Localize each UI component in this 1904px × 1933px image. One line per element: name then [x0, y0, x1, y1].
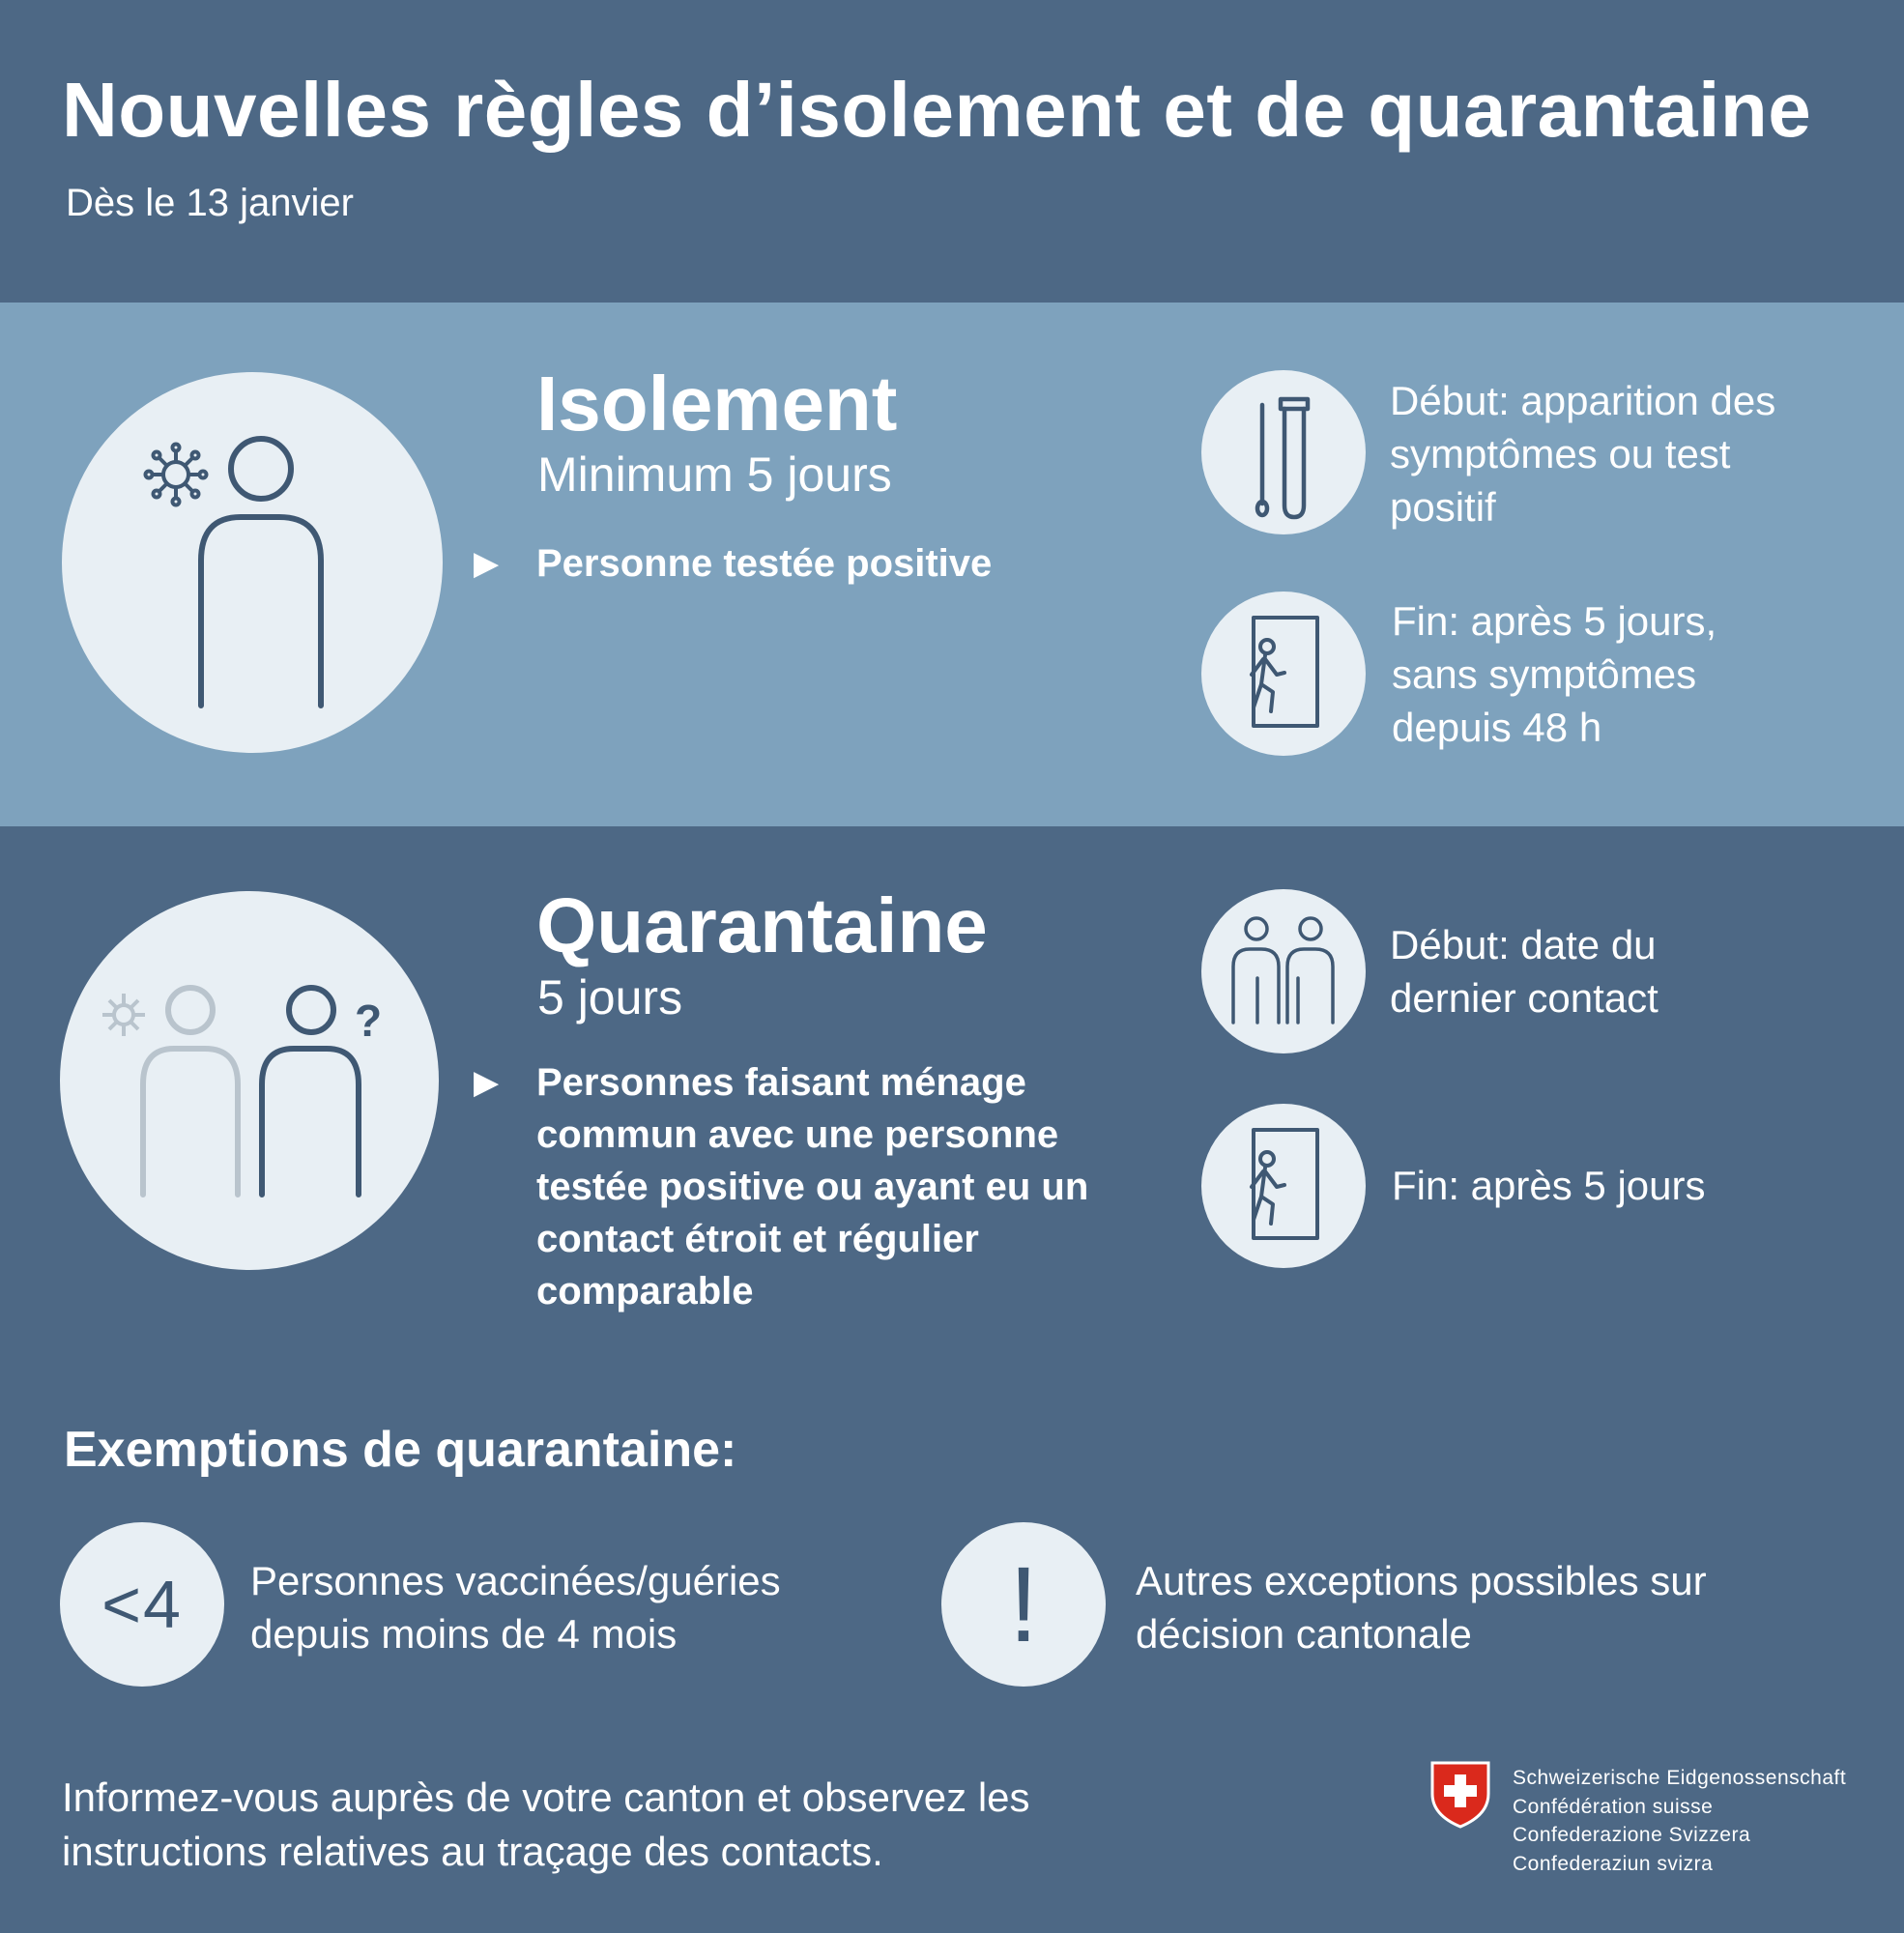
exemptions-heading: Exemptions de quarantaine:	[64, 1422, 737, 1478]
quarantine-start-icon	[1201, 889, 1366, 1053]
swiss-cross-icon	[1430, 1761, 1490, 1829]
quarantine-start-text: Début: date du dernier contact	[1390, 922, 1659, 1021]
exit-door-icon	[1201, 591, 1366, 756]
logo-line-fr: Confédération suisse	[1513, 1795, 1714, 1818]
test-tube-icon	[1201, 370, 1366, 534]
exclamation-icon	[941, 1522, 1106, 1687]
two-persons-icon	[1201, 889, 1366, 1053]
isolation-person-icon	[62, 372, 443, 753]
exemption-vaccinated-text: Personnes vaccinées/guéries depuis moins de 4 mois	[250, 1558, 781, 1657]
logo-line-de: Schweizerische Eidgenossenschaft	[1513, 1767, 1847, 1789]
svg-text:?: ?	[355, 995, 383, 1046]
arrow-right-icon: ▶	[474, 545, 500, 582]
logo-line-it: Confederazione Svizzera	[1513, 1824, 1751, 1846]
exit-door-icon	[1201, 1104, 1366, 1268]
quarantine-end-text: Fin: après 5 jours	[1392, 1163, 1706, 1208]
quarantine-end-icon	[1201, 1104, 1366, 1268]
person-icon	[62, 372, 443, 753]
confederation-logo-text	[1513, 1764, 1846, 1878]
isolation-duration: Minimum 5 jours	[537, 447, 892, 502]
virus-icon	[146, 445, 207, 505]
less-than-four-icon	[60, 1522, 224, 1687]
exclamation-label: !	[1008, 1544, 1039, 1664]
isolation-heading: Isolement	[536, 361, 898, 447]
isolation-start-icon	[1201, 370, 1366, 534]
quarantine-duration: 5 jours	[537, 970, 683, 1024]
arrow-right-icon: ▶	[474, 1064, 500, 1101]
isolation-end-icon	[1201, 591, 1366, 756]
quarantine-target: Personnes faisant ménage commun avec une personne testée positive ou ayant eu un contact étroit et régulier comparable	[536, 1061, 1089, 1313]
page-subtitle: Dès le 13 janvier	[66, 182, 354, 224]
footer-text: Informez-vous auprès de votre canton et observez les instructions relatives au traçage des contacts.	[62, 1774, 1030, 1874]
page-title: Nouvelles règles d’isolement et de quarantaine	[62, 67, 1812, 153]
two-persons-icon	[60, 891, 439, 1270]
isolation-target: Personne testée positive	[536, 542, 993, 585]
quarantine-persons-icon	[60, 891, 439, 1270]
exemption-cantonal-text: Autres exceptions possibles sur décision cantonale	[1136, 1558, 1707, 1657]
isolation-start-text: Début: apparition des symptômes ou test positif	[1390, 378, 1776, 530]
logo-line-rm: Confederaziun svizra	[1513, 1852, 1714, 1875]
quarantine-heading: Quarantaine	[536, 882, 988, 968]
isolation-end-text: Fin: après 5 jours, sans symptômes depuis 48 h	[1392, 598, 1717, 750]
less-than-four-label: <4	[101, 1567, 183, 1642]
